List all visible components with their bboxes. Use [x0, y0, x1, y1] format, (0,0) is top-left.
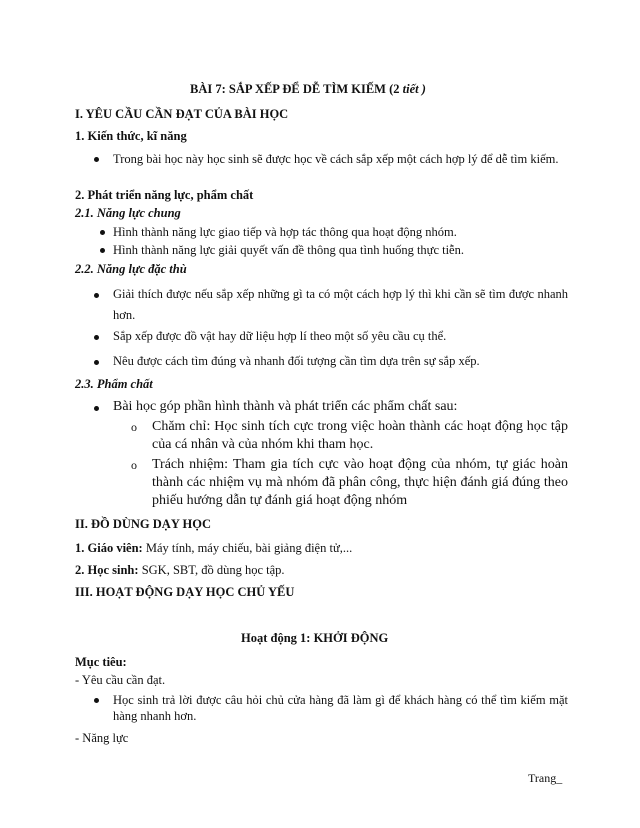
student-label: 2. Học sinh: — [75, 563, 139, 577]
lesson-title-italic: tiết ) — [402, 82, 426, 96]
bullet — [100, 248, 105, 253]
section-2-1-bullet-2: Hình thành năng lực giải quyết vấn đề thông qua tình huống thực tiễn. — [113, 243, 464, 257]
lesson-title — [190, 81, 426, 97]
section-1-1-bullet-1: Trong bài học này học sinh sẽ được học về cách sắp xếp một cách hợp lý để dễ tìm kiếm. — [113, 152, 559, 166]
student-text: SGK, SBT, đồ dùng học tập. — [138, 563, 285, 577]
section-2-2-bullet-1: Giải thích được nếu sắp xếp những gì ta có một cách hợp lý thì khi cần sẽ tìm được nhanh hơn. — [113, 287, 568, 322]
section-2-3-bullet-1: Bài học góp phần hình thành và phát triển các phẩm chất sau: — [113, 399, 458, 414]
teacher-text: Máy tính, máy chiếu, bài giảng điện tử,... — [142, 541, 353, 555]
requirements-line: - Yêu cầu cần đạt. — [75, 673, 166, 687]
teacher-label: 1. Giáo viên: — [75, 541, 143, 555]
section-1-2-heading: 2. Phát triển năng lực, phẩm chất — [75, 188, 254, 202]
requirements-bullet-1: Học sinh trả lời được câu hỏi chủ cửa hàng đã làm gì để khách hàng có thể tìm kiếm mặt hàng nhanh hơn. — [113, 693, 568, 723]
bullet — [94, 406, 99, 411]
lesson-title-main: BÀI 7: SẮP XẾP ĐỂ DỄ TÌM KIẾM (2 — [190, 82, 403, 96]
section-2-2-heading: 2.2. Năng lực đặc thù — [75, 262, 187, 276]
section-2-3-heading: 2.3. Phẩm chất — [75, 377, 153, 391]
bullet — [94, 335, 99, 340]
activity-1-heading: Hoạt động 1: KHỞI ĐỘNG — [241, 631, 389, 645]
competence-line: - Năng lực — [75, 731, 129, 745]
circle-bullet-icon: o — [131, 420, 137, 434]
section-1-1-heading: 1. Kiến thức, kĩ năng — [75, 129, 187, 143]
section-2-2-bullet-2: Sắp xếp được đồ vật hay dữ liệu hợp lí theo một số yêu cầu cụ thể. — [113, 329, 447, 343]
section-2-1-bullet-1: Hình thành năng lực giao tiếp và hợp tác thông qua hoạt động nhóm. — [113, 225, 457, 239]
objectives-label: Mục tiêu: — [75, 655, 127, 669]
section-2-3-sub-2: Trách nhiệm: Tham gia tích cực vào hoạt động của nhóm, tự giác hoàn thành các nhiệm vụ mà nhóm đã phân công, thực hiện đánh giá đúng theo phiếu hướng dẫn tự đánh giá hoạt động nhóm — [152, 457, 568, 508]
bullet — [94, 157, 99, 162]
teacher-line — [75, 540, 352, 556]
section-2-3-sub-1: Chăm chỉ: Học sinh tích cực trong việc hoàn thành các hoạt động học tập của cá nhân và của nhóm khi tham học. — [152, 419, 568, 452]
section-2-2-bullet-3: Nêu được cách tìm đúng và nhanh đối tượng cần tìm dựa trên sự sắp xếp. — [113, 354, 480, 368]
section-2-1-heading: 2.1. Năng lực chung — [75, 206, 181, 220]
section-2-heading: II. ĐỒ DÙNG DẠY HỌC — [75, 517, 211, 531]
page-footer: Trang_ — [528, 771, 563, 785]
bullet — [94, 293, 99, 298]
section-3-heading: III. HOẠT ĐỘNG DẠY HỌC CHỦ YẾU — [75, 585, 295, 599]
bullet — [94, 698, 99, 703]
bullet — [94, 360, 99, 365]
student-line — [75, 562, 285, 578]
section-1-heading: I. YÊU CẦU CẦN ĐẠT CỦA BÀI HỌC — [75, 107, 289, 121]
circle-bullet-icon: o — [131, 458, 137, 472]
bullet — [100, 230, 105, 235]
